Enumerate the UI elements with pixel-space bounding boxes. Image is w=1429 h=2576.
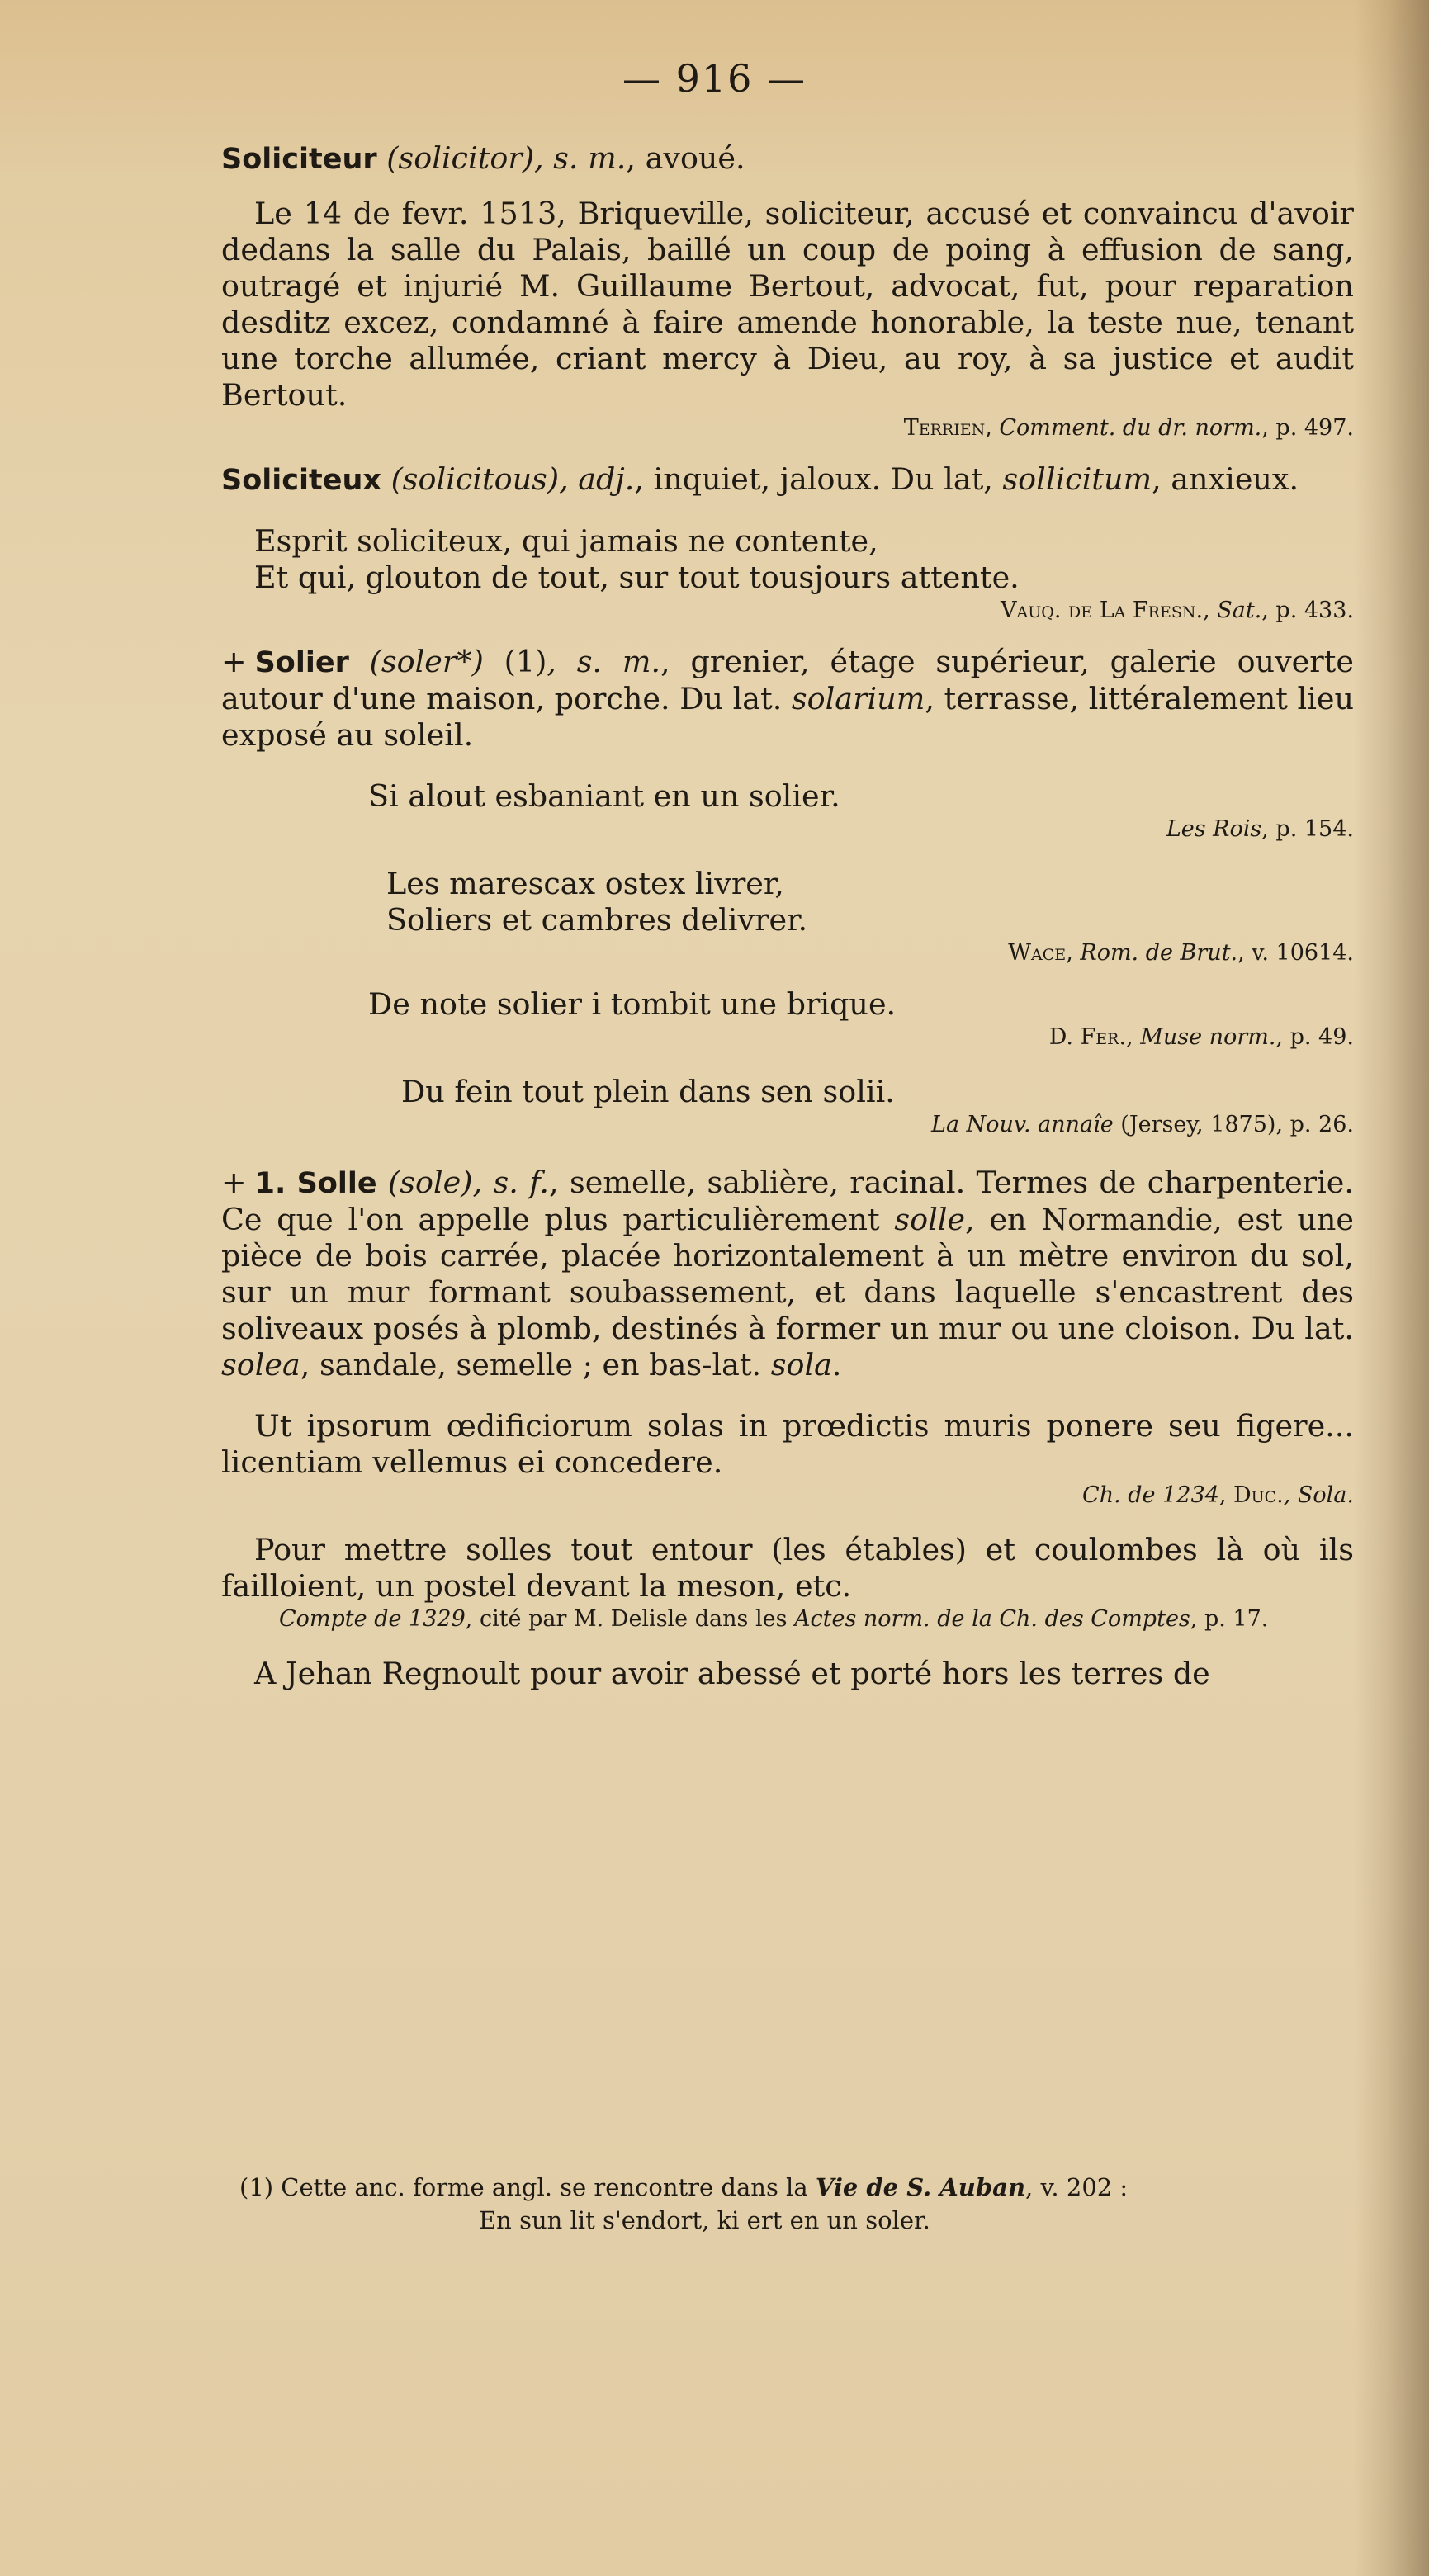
etymon: (solicitous), adj. [390, 461, 635, 497]
latin-term: solarium [791, 681, 925, 716]
definition: , avoué. [626, 140, 745, 176]
quote: Le 14 de fevr. 1513, Briqueville, soliciteur, accusé et convaincu d'avoir dedans la salle du Palais, baillé un coup de poing à effusion de sang, outragé et injurié M. Guillaume Bertout, advocat, fut, pour reparation desditz excez, condamné à faire amende honorable, la teste nue, tenant une torche allumée, criant mercy à Dieu, au roy, à sa justice et audit Bertout. [221, 196, 1354, 413]
citation: Terrien, Comment. du dr. norm., p. 497. [903, 415, 1354, 441]
verse-line: Soliers et cambres delivrer. [386, 902, 808, 938]
citation-ref: , p. 433. [1261, 598, 1354, 623]
citation-work: Les Rois [1166, 816, 1262, 842]
entry-header [221, 140, 1354, 177]
verse-line: Et qui, glouton de tout, sur tout tousjours attente. [254, 560, 1020, 595]
headword: Soliciteur [221, 143, 377, 176]
entry-header [221, 644, 1354, 754]
footnote-text-cont: , v. 202 : [1025, 2173, 1129, 2201]
term: solle [894, 1202, 966, 1237]
entry-header [221, 461, 1354, 499]
citation-ref: , p. 497. [1261, 415, 1354, 441]
example [221, 986, 1354, 1052]
citation-work: Muse norm. [1140, 1024, 1276, 1050]
verse [221, 523, 1354, 596]
verse-line: Les marescax ostex livrer, [386, 866, 784, 901]
citation-work: Actes norm. de la Ch. des Comptes [794, 1606, 1190, 1632]
homonym-number: 1. [254, 1167, 286, 1200]
footnote-verse: En sun lit s'endort, ki ert en un soler. [479, 2206, 930, 2234]
verse-line: Du fein tout plein dans sen solii. [401, 1074, 895, 1109]
definition: , grenier, étage supérieur, galerie ouverte autour d'une maison, porche. Du lat. [221, 644, 1354, 716]
citation [221, 815, 1354, 844]
citation-work: Ch. de 1234 [1082, 1482, 1219, 1508]
grammar: , s. f. [472, 1165, 550, 1200]
citation [221, 1605, 1354, 1634]
quotation [221, 1532, 1354, 1634]
verse-line: Esprit soliciteux, qui jamais ne contente, [254, 523, 878, 559]
definition-end: . [831, 1347, 842, 1383]
citation [221, 1110, 1354, 1140]
citation-ref: , p. 49. [1275, 1024, 1354, 1050]
verse [221, 1074, 1354, 1110]
footnote-marker: (1) [239, 2173, 274, 2201]
citation-ref: , p. 17. [1190, 1606, 1269, 1632]
quote: Ut ipsorum œdificiorum solas in prœdictis muris ponere seu figere... licentiam vellemus ei concedere. [221, 1408, 1354, 1480]
citation-work: , Sola. [1283, 1482, 1354, 1508]
quote: A Jehan Regnoult pour avoir abessé et porté hors les terres de [254, 1656, 1210, 1691]
quotation [221, 1656, 1354, 1692]
verse-line: De note solier i tombit une brique. [368, 986, 897, 1022]
citation-work: Compte de 1329 [279, 1606, 466, 1632]
definition: , semelle, sablière, racinal. Termes de charpenterie. Ce que l'on appelle plus particulièrement [221, 1165, 1355, 1237]
verse-line: Si alout esbaniant en un solier. [368, 778, 840, 814]
grammar: , s. m. [547, 644, 661, 679]
headword: Soliciteux [221, 464, 381, 497]
definition: , inquiet, jaloux. Du lat, [634, 461, 1003, 497]
footnote-text: Cette anc. forme angl. se rencontre dans la [273, 2173, 816, 2201]
definition-cont: , sandale, semelle ; en bas-lat. [300, 1347, 771, 1383]
citation-ref: , v. 10614. [1237, 940, 1354, 966]
citation: Vauq. de La Fresn., Sat., p. 433. [1001, 598, 1354, 623]
citation-work: La Nouv. annaîe [931, 1112, 1114, 1137]
etymon: (soler*) [369, 644, 484, 679]
citation [221, 1481, 1354, 1510]
citation: D. Fer., Muse norm., p. 49. [1048, 1024, 1354, 1050]
definition-cont: , anxieux. [1152, 461, 1299, 497]
entry-soliciteux [221, 461, 1354, 626]
citation-work: Rom. de Brut. [1080, 940, 1238, 966]
quote: Pour mettre solles tout entour (les étables) et coulombes là où ils failloient, un postel devant la meson, etc. [221, 1532, 1354, 1604]
citation-author: Vauq. de La Fresn. [1001, 598, 1204, 623]
footnote [239, 2171, 1346, 2237]
latin-term: sola [770, 1347, 832, 1383]
definition-cont: , en Normandie, est une pièce de bois carrée, placée horizontalement à un mètre environ du sol, sur un mur formant soubassement, et dans laquelle s'encastrent des soliveaux posés à plomb, destinés à former un mur ou une cloison. Du lat. [221, 1202, 1354, 1346]
latin-term: solea [221, 1347, 300, 1383]
etymon: (sole) [388, 1165, 473, 1200]
page-number: — 916 — [622, 56, 807, 101]
latin-term: sollicitum [1002, 461, 1152, 497]
entry-solle [221, 1165, 1354, 1692]
etymon: (solicitor) [386, 140, 534, 176]
citation-work: Sat. [1217, 598, 1262, 623]
citation-author: , Duc. [1218, 1482, 1284, 1508]
verse [221, 866, 1354, 938]
example [221, 866, 1354, 968]
citation-text: , cité par M. Delisle dans les [465, 1606, 795, 1632]
citation-author: D. Fer. [1048, 1024, 1127, 1050]
dictionary-column [221, 140, 1354, 1692]
quotation [221, 1408, 1354, 1510]
headword: Solle [296, 1167, 377, 1200]
plus-marker-icon: + [221, 644, 247, 679]
footnote-work: Vie de S. Auban [815, 2173, 1026, 2201]
entry-solier [221, 644, 1354, 1140]
verse [221, 986, 1354, 1023]
grammar: , s. m. [534, 140, 627, 176]
definition-cont: , terrasse, littéralement lieu exposé au soleil. [221, 681, 1354, 753]
plus-marker-icon: + [221, 1165, 247, 1200]
citation-author: Wace [1008, 940, 1067, 966]
citation-author: Terrien [903, 415, 986, 441]
citation-ref: , p. 154. [1261, 816, 1354, 842]
verse [221, 778, 1354, 815]
headword: Solier [254, 646, 349, 679]
citation: Wace, Rom. de Brut., v. 10614. [1008, 940, 1354, 966]
footnote-ref[interactable]: (1) [504, 644, 547, 679]
example [221, 1074, 1354, 1140]
entry-header [221, 1165, 1354, 1383]
citation-ref: (Jersey, 1875), p. 26. [1113, 1112, 1354, 1137]
citation-work: Comment. du dr. norm. [999, 415, 1262, 441]
entry-soliciteur [221, 140, 1354, 443]
example [221, 778, 1354, 844]
